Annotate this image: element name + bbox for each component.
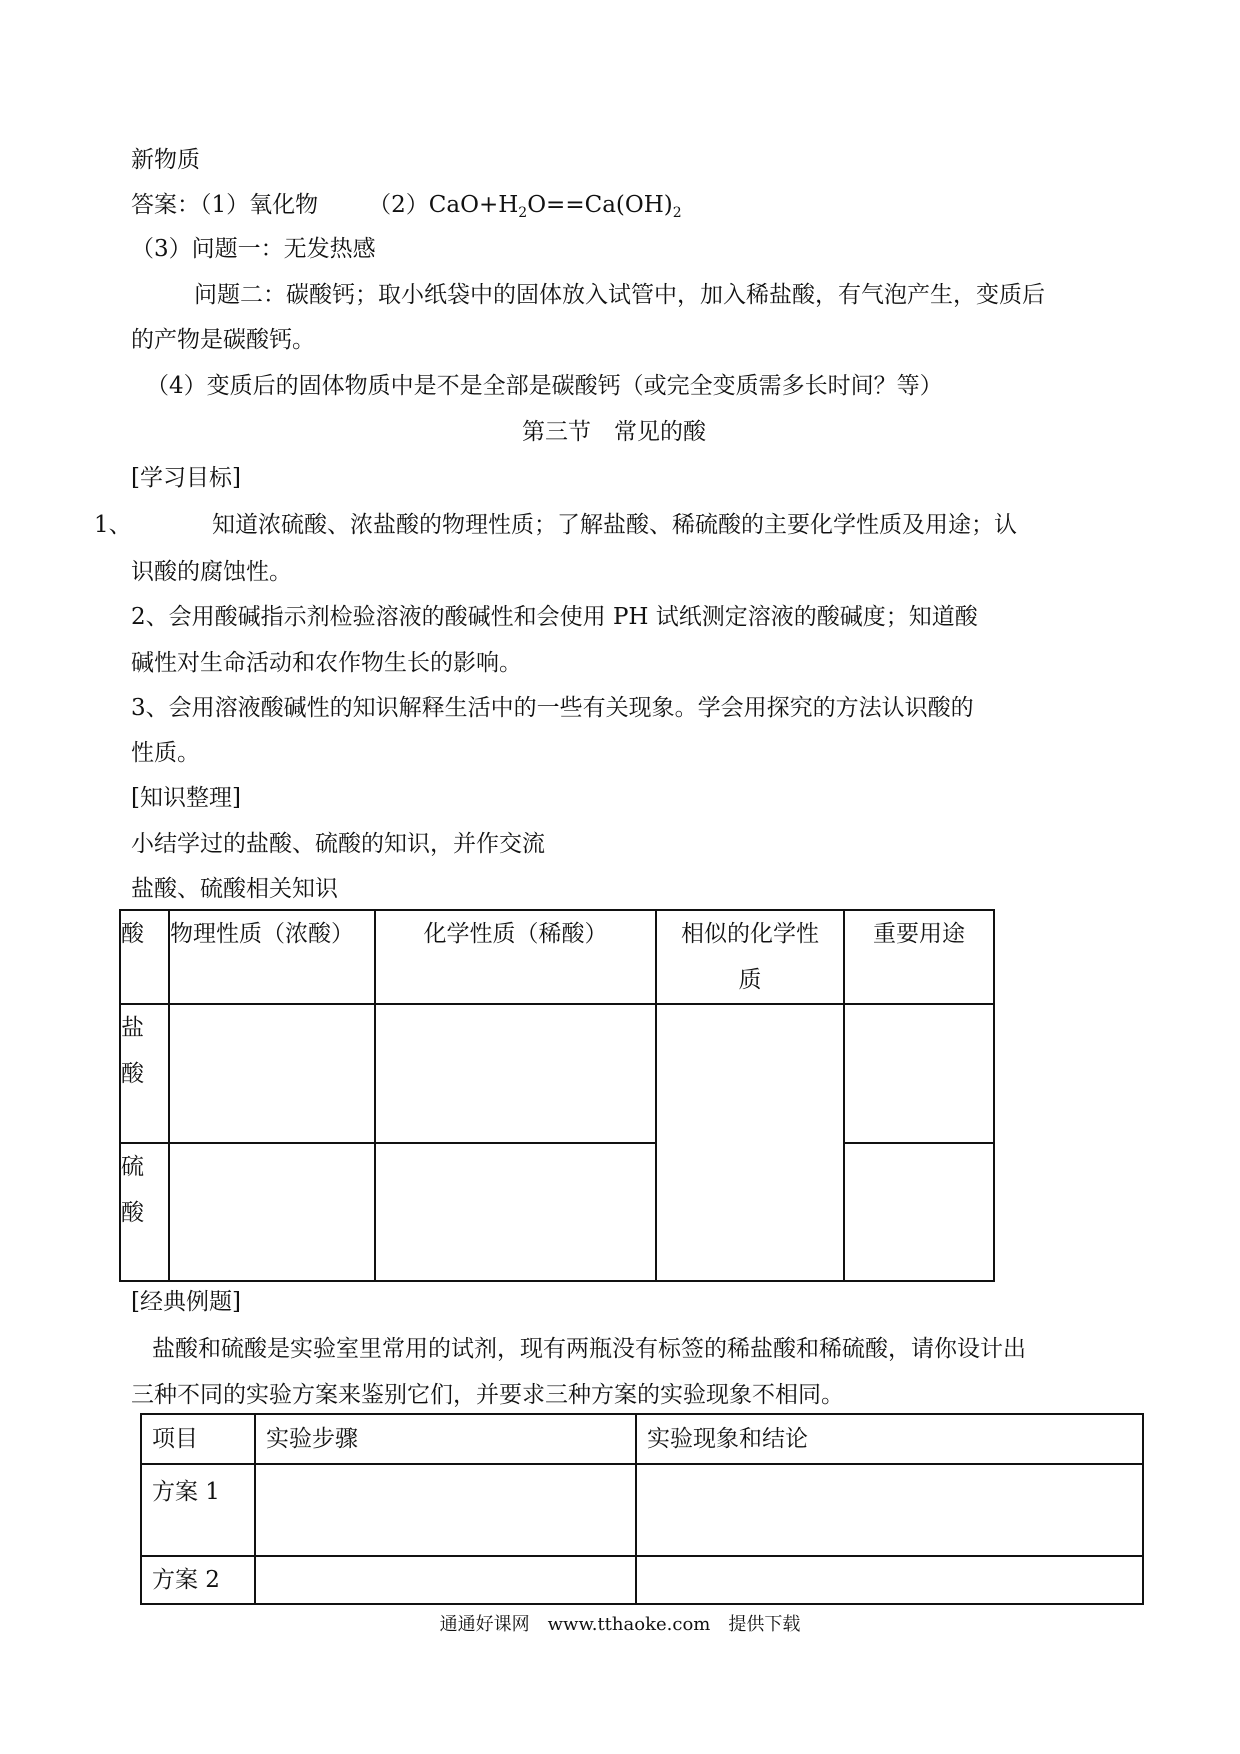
row-label-hcl (120, 1004, 169, 1143)
header-similar (656, 910, 844, 1004)
subscript: 2 (518, 205, 528, 221)
text-line: 三种不同的实验方案来鉴别它们，并要求三种方案的实验现象不相同。 (131, 1382, 844, 1408)
table-cell (169, 1143, 375, 1281)
text-line: （4）变质后的固体物质中是不是全部是碳酸钙（或完全变质需多长时间？等） (146, 373, 943, 399)
acid-knowledge-table (119, 909, 995, 1282)
header-similar-line2: 质 (738, 967, 762, 993)
row-label-char: 盐 (121, 1015, 144, 1041)
list-number: 1、 (94, 512, 132, 538)
section-heading: [学习目标] (131, 465, 241, 491)
header-chemical-label: 化学性质（稀酸） (423, 921, 608, 947)
table-cell (844, 1004, 994, 1143)
table-caption: 盐酸、硫酸相关知识 (131, 876, 338, 902)
text-line: 碱性对生命活动和农作物生长的影响。 (131, 650, 522, 676)
row-label-char: 酸 (121, 1200, 144, 1226)
row-label-char: 硫 (121, 1154, 144, 1180)
answer-line (131, 190, 682, 228)
table-cell (636, 1556, 1143, 1604)
text-line: 盐酸和硫酸是实验室里常用的试剂，现有两瓶没有标签的稀盐酸和稀硫酸，请你设计出 (152, 1336, 1026, 1362)
header-result: 实验现象和结论 (636, 1414, 1143, 1464)
table-cell (636, 1464, 1143, 1556)
header-steps: 实验步骤 (255, 1414, 636, 1464)
text-line: 3、会用溶液酸碱性的知识解释生活中的一些有关现象。学会用探究的方法认识酸的 (131, 695, 974, 721)
answer-part-2-prefix: （2）CaO+H (368, 192, 519, 218)
text-line: 识酸的腐蚀性。 (131, 559, 292, 585)
text-line: 2、会用酸碱指示剂检验溶液的酸碱性和会使用 PH 试纸测定溶液的酸碱度；知道酸 (131, 604, 978, 630)
header-chemical (375, 910, 656, 1004)
text-line: 的产物是碳酸钙。 (131, 327, 315, 353)
header-use: 重要用途 (844, 910, 994, 1004)
section-heading: [经典例题] (131, 1289, 241, 1315)
row-label-plan-1: 方案 1 (141, 1464, 255, 1556)
text-line: 小结学过的盐酸、硫酸的知识，并作交流 (131, 831, 545, 857)
table-cell (255, 1556, 636, 1604)
table-cell (844, 1143, 994, 1281)
header-physical: 物理性质（浓酸） (169, 910, 375, 1004)
table-cell (375, 1004, 656, 1143)
table-cell (169, 1004, 375, 1143)
section-heading: [知识整理] (131, 785, 241, 811)
answer-part-1: （1）氧化物 (200, 192, 319, 218)
table-cell (255, 1464, 636, 1556)
row-label-h2so4 (120, 1143, 169, 1281)
text-line: 新物质 (131, 147, 200, 173)
text-line: 性质。 (131, 740, 200, 766)
table-cell (375, 1143, 656, 1281)
experiment-plan-table (140, 1413, 1144, 1605)
header-acid: 酸 (120, 910, 169, 1004)
header-similar-line1: 相似的化学性 (681, 921, 819, 947)
table-cell-merged (656, 1004, 844, 1281)
row-label-plan-2: 方案 2 (141, 1556, 255, 1604)
subscript: 2 (672, 205, 682, 221)
footer-credit: 通通好课网 www.tthaoke.com 提供下载 (439, 1614, 801, 1635)
row-label-char: 酸 (121, 1061, 144, 1087)
text-line: 问题二：碳酸钙；取小纸袋中的固体放入试管中，加入稀盐酸，有气泡产生，变质后 (194, 282, 1045, 308)
header-item: 项目 (141, 1414, 255, 1464)
text-line: 知道浓硫酸、浓盐酸的物理性质；了解盐酸、稀硫酸的主要化学性质及用途；认 (212, 512, 1017, 538)
answer-part-2-mid: O==Ca(OH) (527, 192, 673, 218)
answer-label: 答案： (131, 192, 200, 218)
section-title: 第三节 常见的酸 (522, 419, 706, 445)
text-line: （3）问题一：无发热感 (131, 236, 376, 262)
